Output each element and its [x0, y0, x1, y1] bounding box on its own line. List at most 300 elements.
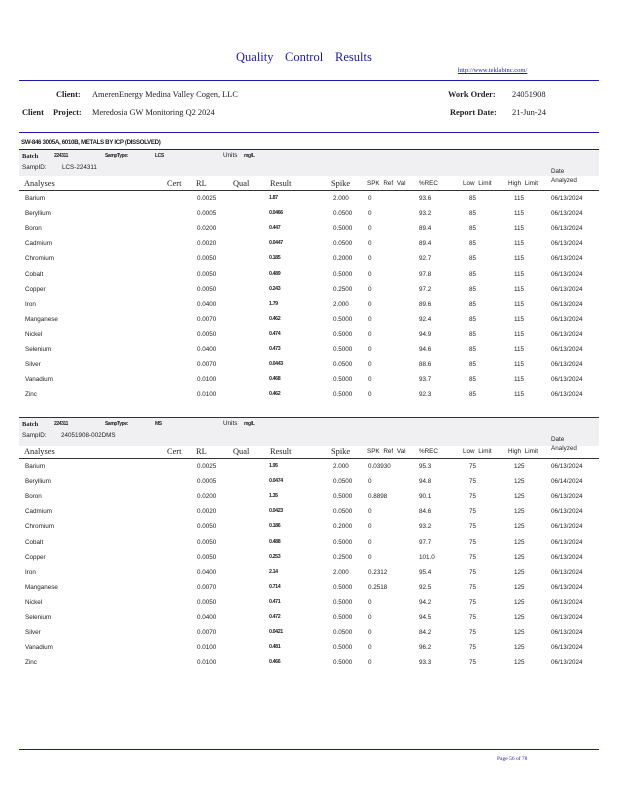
rl-cell: 0.0100 — [197, 659, 217, 667]
rec-cell: 94.6 — [419, 346, 432, 353]
spike-cell: 0.2000 — [333, 255, 353, 263]
high-limit-cell: 115 — [514, 240, 525, 248]
client-project-label: Client — [22, 108, 44, 117]
date-analyzed-cell: 06/13/2024 — [551, 285, 583, 293]
date-analyzed-cell: 06/13/2024 — [551, 270, 583, 278]
table-row — [0, 255, 618, 266]
rec-cell: 89.4 — [419, 240, 432, 248]
rec-cell: 89.6 — [419, 300, 432, 308]
spk-ref-val-cell: 0 — [368, 614, 372, 621]
high-limit-cell: 125 — [514, 614, 525, 621]
date-analyzed-cell: 06/14/2024 — [551, 478, 583, 486]
low-limit-cell: 75 — [469, 508, 477, 516]
high-limit-cell: 115 — [514, 210, 525, 218]
spike-cell: 2.000 — [333, 463, 349, 470]
table-row — [0, 391, 618, 402]
low-limit-cell: 75 — [469, 659, 477, 667]
spk-ref-val-cell: 0 — [368, 225, 372, 233]
col-date-analyzed-line2: Analyzed — [551, 445, 577, 452]
batch-label: Batch — [22, 421, 39, 428]
result-cell: 1.95 — [269, 463, 278, 469]
date-analyzed-cell: 06/13/2024 — [551, 598, 583, 606]
date-analyzed-cell: 06/13/2024 — [551, 508, 583, 516]
rec-cell: 95.3 — [419, 463, 432, 470]
date-analyzed-cell: 06/13/2024 — [551, 240, 583, 248]
batch-id: 224311 — [54, 421, 69, 427]
spk-ref-val-cell: 0 — [368, 195, 372, 202]
spk-ref-val-cell: 0 — [368, 644, 372, 652]
date-analyzed-cell: 06/13/2024 — [551, 523, 583, 531]
low-limit-cell: 75 — [469, 568, 477, 576]
table-row — [0, 195, 618, 206]
result-cell: 0.474 — [269, 330, 281, 337]
rec-cell: 97.2 — [419, 285, 432, 293]
high-limit-cell: 115 — [514, 376, 525, 384]
result-cell: 0.488 — [269, 538, 281, 545]
high-limit-cell: 115 — [514, 300, 525, 308]
rl-cell: 0.0070 — [197, 583, 217, 591]
spike-cell: 0.5000 — [333, 346, 353, 353]
result-cell: 0.462 — [269, 315, 281, 322]
rl-cell: 0.0050 — [197, 553, 217, 561]
rl-cell: 0.0400 — [197, 614, 217, 621]
table-row — [0, 331, 618, 342]
table-row — [0, 523, 618, 534]
table-row — [0, 271, 618, 282]
high-limit-cell: 125 — [514, 463, 525, 470]
spk-ref-val-cell: 0 — [368, 508, 372, 516]
result-cell: 0.186 — [269, 523, 281, 530]
spk-ref-val-cell: 0 — [368, 361, 372, 369]
result-cell: 0.466 — [269, 659, 281, 666]
analyte-cell: Beryllium — [25, 478, 51, 486]
spk-ref-val-cell: 0 — [368, 270, 372, 278]
date-analyzed-cell: 06/13/2024 — [551, 583, 583, 591]
low-limit-cell: 75 — [469, 614, 477, 621]
col-result: Result — [270, 179, 292, 188]
rl-cell: 0.0050 — [197, 285, 217, 293]
date-analyzed-cell: 06/13/2024 — [551, 330, 583, 338]
low-limit-cell: 75 — [469, 523, 477, 531]
high-limit-cell: 125 — [514, 568, 525, 576]
table-row — [0, 508, 618, 519]
analyte-cell: Zinc — [25, 391, 37, 399]
analyte-cell: Silver — [25, 361, 41, 369]
report-date-label: Report Date: — [450, 108, 497, 117]
result-cell: 0.462 — [269, 391, 281, 398]
col-high-limit: High Limit — [508, 180, 538, 187]
analyte-cell: Vanadium — [25, 644, 53, 652]
spike-cell: 0.2500 — [333, 285, 353, 293]
rl-cell: 0.0025 — [197, 463, 217, 470]
result-cell: 1.35 — [269, 493, 278, 500]
high-limit-cell: 115 — [514, 330, 525, 338]
batch-id: 224311 — [54, 153, 69, 159]
col-spike: Spike — [331, 179, 351, 188]
samptype-label: SampType: — [105, 153, 128, 159]
result-cell: 0.0443 — [269, 361, 283, 368]
spk-ref-val-cell: 0 — [368, 330, 372, 338]
low-limit-cell: 85 — [469, 270, 477, 278]
low-limit-cell: 75 — [469, 644, 477, 652]
high-limit-cell: 125 — [514, 553, 525, 561]
rec-cell: 93.2 — [419, 523, 432, 531]
rl-cell: 0.0025 — [197, 195, 217, 202]
result-cell: 0.489 — [269, 270, 281, 277]
spike-cell: 0.0500 — [333, 629, 353, 637]
analyte-cell: Cobalt — [25, 538, 44, 546]
high-limit-cell: 115 — [514, 225, 525, 233]
table-row — [0, 659, 618, 670]
analyte-cell: Beryllium — [25, 210, 51, 218]
low-limit-cell: 85 — [469, 255, 477, 263]
col-date-analyzed-line1: Date — [551, 168, 565, 175]
spike-cell: 0.5000 — [333, 598, 353, 606]
rec-cell: 89.4 — [419, 225, 432, 233]
rl-cell: 0.0050 — [197, 598, 217, 606]
spk-ref-val-cell: 0.2518 — [368, 583, 388, 591]
table-row — [0, 316, 618, 327]
spike-cell: 0.0500 — [333, 210, 353, 218]
rec-cell: 93.6 — [419, 195, 432, 202]
high-limit-cell: 115 — [514, 315, 525, 323]
analyte-cell: Manganese — [25, 315, 58, 323]
analyte-cell: Manganese — [25, 583, 58, 591]
spk-ref-val-cell: 0.8898 — [368, 493, 388, 501]
col-cert: Cert — [167, 447, 182, 456]
low-limit-cell: 75 — [469, 478, 477, 486]
rec-cell: 92.4 — [419, 315, 432, 323]
rl-cell: 0.0050 — [197, 538, 217, 546]
rl-cell: 0.0070 — [197, 315, 217, 323]
table-row — [0, 644, 618, 655]
spk-ref-val-cell: 0 — [368, 300, 372, 308]
title-word-control: Control — [285, 50, 324, 64]
analyte-cell: Chromium — [25, 523, 55, 531]
rl-cell: 0.0050 — [197, 255, 217, 263]
sampid-value: 24051908-002DMS — [61, 432, 116, 439]
spike-cell: 0.5000 — [333, 330, 353, 338]
rl-cell: 0.0005 — [197, 210, 217, 218]
table-row — [0, 286, 618, 297]
table-row — [0, 361, 618, 372]
result-cell: 0.468 — [269, 376, 281, 383]
high-limit-cell: 115 — [514, 285, 525, 293]
result-cell: 0.0466 — [269, 210, 283, 217]
spk-ref-val-cell: 0 — [368, 285, 372, 293]
spk-ref-val-cell: 0.03930 — [368, 463, 391, 470]
rec-cell: 92.5 — [419, 583, 432, 591]
result-cell: 0.472 — [269, 614, 281, 620]
sampid-value: LCS-224311 — [62, 164, 97, 171]
col-analyses: Analyses — [24, 447, 55, 456]
low-limit-cell: 85 — [469, 285, 477, 293]
table-row — [0, 584, 618, 595]
result-cell: 0.0423 — [269, 508, 283, 515]
header-divider-bottom — [19, 132, 599, 133]
spike-cell: 0.5000 — [333, 270, 353, 278]
low-limit-cell: 85 — [469, 361, 477, 369]
col-high-limit: High Limit — [508, 448, 538, 455]
spike-cell: 0.5000 — [333, 583, 353, 591]
rec-cell: 94.8 — [419, 478, 432, 486]
rl-cell: 0.0070 — [197, 361, 217, 369]
col-analyses: Analyses — [24, 179, 55, 188]
table-row — [0, 539, 618, 550]
high-limit-cell: 115 — [514, 391, 525, 399]
result-cell: 0.185 — [269, 255, 281, 262]
date-analyzed-cell: 06/13/2024 — [551, 553, 583, 561]
units-label: Units — [223, 152, 238, 159]
analyte-cell: Cadmium — [25, 240, 52, 248]
column-header-rule — [19, 190, 599, 191]
analyte-cell: Nickel — [25, 330, 43, 338]
rec-cell: 84.2 — [419, 629, 432, 637]
rl-cell: 0.0050 — [197, 523, 217, 531]
date-analyzed-cell: 06/13/2024 — [551, 300, 583, 308]
spike-cell: 2.000 — [333, 195, 349, 202]
method-title: SW-846 3005A, 6010B, METALS BY ICP (DISSOLVED) — [21, 139, 161, 146]
table-row — [0, 599, 618, 610]
rec-cell: 88.6 — [419, 361, 432, 369]
low-limit-cell: 75 — [469, 538, 477, 546]
high-limit-cell: 115 — [514, 346, 525, 353]
table-row — [0, 210, 618, 221]
col-date-analyzed-line2: Analyzed — [551, 177, 577, 184]
client-label: Client: — [56, 90, 81, 99]
spike-cell: 0.5000 — [333, 538, 353, 546]
spike-cell: 0.0500 — [333, 240, 353, 248]
low-limit-cell: 85 — [469, 225, 477, 233]
result-cell: 0.0474 — [269, 478, 283, 485]
spk-ref-val-cell: 0 — [368, 315, 372, 323]
rec-cell: 97.7 — [419, 538, 432, 546]
samptype-value: LCS — [155, 153, 164, 159]
client-value: AmerenEnergy Medina Valley Cogen, LLC — [92, 90, 238, 99]
high-limit-cell: 125 — [514, 523, 525, 531]
rl-cell: 0.0070 — [197, 629, 217, 637]
high-limit-cell: 125 — [514, 508, 525, 516]
high-limit-cell: 115 — [514, 270, 525, 278]
analyte-cell: Cadmium — [25, 508, 52, 516]
high-limit-cell: 125 — [514, 478, 525, 486]
table-row — [0, 376, 618, 387]
col-qual: Qual — [233, 179, 250, 188]
col-rl: RL — [196, 179, 207, 188]
rl-cell: 0.0005 — [197, 478, 217, 486]
date-analyzed-cell: 06/13/2024 — [551, 629, 583, 637]
rl-cell: 0.0200 — [197, 225, 217, 233]
spk-ref-val-cell: 0 — [368, 598, 372, 606]
spike-cell: 0.5000 — [333, 614, 353, 621]
spk-ref-val-cell: 0 — [368, 478, 372, 486]
spk-ref-val-cell: 0 — [368, 210, 372, 218]
rec-cell: 90.1 — [419, 493, 432, 501]
column-header-rule — [19, 458, 599, 459]
col-spk-ref-val: SPK Ref Val — [367, 448, 406, 455]
spk-ref-val-cell: 0 — [368, 376, 372, 384]
work-order-value: 24051908 — [512, 90, 546, 99]
result-cell: 0.243 — [269, 285, 281, 292]
spike-cell: 0.0500 — [333, 508, 353, 516]
rl-cell: 0.0100 — [197, 644, 217, 652]
spk-ref-val-cell: 0 — [368, 391, 372, 399]
col-rec: %REC — [419, 448, 438, 455]
high-limit-cell: 115 — [514, 255, 525, 263]
high-limit-cell: 125 — [514, 538, 525, 546]
spike-cell: 0.5000 — [333, 644, 353, 652]
header-divider-top — [19, 80, 599, 81]
low-limit-cell: 85 — [469, 210, 477, 218]
result-cell: 0.253 — [269, 553, 281, 560]
analyte-cell: Zinc — [25, 659, 37, 667]
rl-cell: 0.0200 — [197, 493, 217, 501]
col-result: Result — [270, 447, 292, 456]
col-spike: Spike — [331, 447, 351, 456]
date-analyzed-cell: 06/13/2024 — [551, 493, 583, 501]
low-limit-cell: 75 — [469, 463, 477, 470]
analyte-cell: Vanadium — [25, 376, 53, 384]
rec-cell: 93.3 — [419, 659, 432, 667]
low-limit-cell: 85 — [469, 376, 477, 384]
units-value: mg/L — [244, 153, 255, 159]
result-cell: 0.481 — [269, 644, 281, 651]
result-cell: 0.473 — [269, 346, 281, 352]
col-rl: RL — [196, 447, 207, 456]
date-analyzed-cell: 06/13/2024 — [551, 315, 583, 323]
high-limit-cell: 125 — [514, 598, 525, 606]
result-cell: 0.714 — [269, 583, 281, 590]
analyte-cell: Copper — [25, 553, 46, 561]
date-analyzed-cell: 06/13/2024 — [551, 195, 583, 202]
table-row — [0, 478, 618, 489]
date-analyzed-cell: 06/13/2024 — [551, 463, 583, 470]
rl-cell: 0.0400 — [197, 568, 217, 576]
spk-ref-val-cell: 0 — [368, 659, 372, 667]
project-value: Meredosia GW Monitoring Q2 2024 — [92, 108, 215, 117]
units-label: Units — [223, 420, 238, 427]
spike-cell: 0.0500 — [333, 478, 353, 486]
rec-cell: 94.9 — [419, 330, 432, 338]
title-word-quality: Quality — [236, 50, 274, 64]
result-cell: 1.87 — [269, 195, 278, 201]
table-row — [0, 614, 618, 625]
high-limit-cell: 125 — [514, 659, 525, 667]
rec-cell: 94.5 — [419, 614, 432, 621]
table-row — [0, 463, 618, 474]
low-limit-cell: 85 — [469, 391, 477, 399]
sampid-label: SampID: — [22, 432, 47, 439]
col-date-analyzed-line1: Date — [551, 436, 565, 443]
spk-ref-val-cell: 0 — [368, 538, 372, 546]
col-qual: Qual — [233, 447, 250, 456]
rec-cell: 97.8 — [419, 270, 432, 278]
date-analyzed-cell: 06/13/2024 — [551, 568, 583, 576]
analyte-cell: Boron — [25, 493, 42, 501]
units-value: mg/L — [244, 421, 255, 427]
analyte-cell: Copper — [25, 285, 46, 293]
samptype-value: MS — [155, 421, 162, 427]
high-limit-cell: 125 — [514, 493, 525, 501]
batch-label: Batch — [22, 153, 39, 160]
col-spk-ref-val: SPK Ref Val — [367, 180, 406, 187]
analyte-cell: Selenium — [25, 346, 52, 353]
project-label: Project: — [53, 108, 82, 117]
low-limit-cell: 85 — [469, 195, 477, 202]
low-limit-cell: 85 — [469, 346, 477, 353]
table-row — [0, 493, 618, 504]
page-number: Page 56 of 78 — [497, 756, 528, 762]
high-limit-cell: 125 — [514, 583, 525, 591]
rl-cell: 0.0050 — [197, 270, 217, 278]
table-row — [0, 240, 618, 251]
table-row — [0, 554, 618, 565]
low-limit-cell: 85 — [469, 330, 477, 338]
low-limit-cell: 75 — [469, 493, 477, 501]
date-analyzed-cell: 06/13/2024 — [551, 644, 583, 652]
analyte-cell: Nickel — [25, 598, 43, 606]
rec-cell: 94.2 — [419, 598, 432, 606]
col-rec: %REC — [419, 180, 438, 187]
work-order-label: Work Order: — [448, 90, 496, 99]
spk-ref-val-cell: 0 — [368, 240, 372, 248]
sampid-label: SampID: — [22, 164, 47, 171]
table-row — [0, 569, 618, 580]
report-date-value: 21-Jun-24 — [512, 108, 546, 117]
table-row — [0, 629, 618, 640]
rec-cell: 96.2 — [419, 644, 432, 652]
website-link[interactable]: http://www.teklabinc.com/ — [458, 67, 528, 74]
col-low-limit: Low Limit — [463, 448, 492, 455]
spike-cell: 0.5000 — [333, 225, 353, 233]
rec-cell: 93.7 — [419, 376, 432, 384]
analyte-cell: Barium — [25, 463, 45, 470]
date-analyzed-cell: 06/13/2024 — [551, 210, 583, 218]
spike-cell: 0.5000 — [333, 391, 353, 399]
date-analyzed-cell: 06/13/2024 — [551, 255, 583, 263]
low-limit-cell: 85 — [469, 300, 477, 308]
date-analyzed-cell: 06/13/2024 — [551, 659, 583, 667]
analyte-cell: Chromium — [25, 255, 55, 263]
spike-cell: 0.0500 — [333, 361, 353, 369]
analyte-cell: Iron — [25, 568, 36, 576]
rl-cell: 0.0400 — [197, 300, 217, 308]
result-cell: 0.447 — [269, 225, 281, 232]
date-analyzed-cell: 06/13/2024 — [551, 376, 583, 384]
high-limit-cell: 125 — [514, 629, 525, 637]
low-limit-cell: 75 — [469, 553, 477, 561]
low-limit-cell: 75 — [469, 583, 477, 591]
analyte-cell: Iron — [25, 300, 36, 308]
analyte-cell: Boron — [25, 225, 42, 233]
spk-ref-val-cell: 0 — [368, 553, 372, 561]
rl-cell: 0.0100 — [197, 391, 217, 399]
spike-cell: 2.000 — [333, 300, 349, 308]
analyte-cell: Barium — [25, 195, 45, 202]
samptype-label: SampType: — [105, 421, 128, 427]
footer-divider — [19, 749, 599, 750]
table-row — [0, 225, 618, 236]
date-analyzed-cell: 06/13/2024 — [551, 225, 583, 233]
rl-cell: 0.0400 — [197, 346, 217, 353]
spk-ref-val-cell: 0 — [368, 629, 372, 637]
date-analyzed-cell: 06/13/2024 — [551, 538, 583, 546]
rec-cell: 95.4 — [419, 568, 432, 576]
analyte-cell: Selenium — [25, 614, 52, 621]
date-analyzed-cell: 06/13/2024 — [551, 391, 583, 399]
spike-cell: 0.5000 — [333, 376, 353, 384]
date-analyzed-cell: 06/13/2024 — [551, 346, 583, 353]
